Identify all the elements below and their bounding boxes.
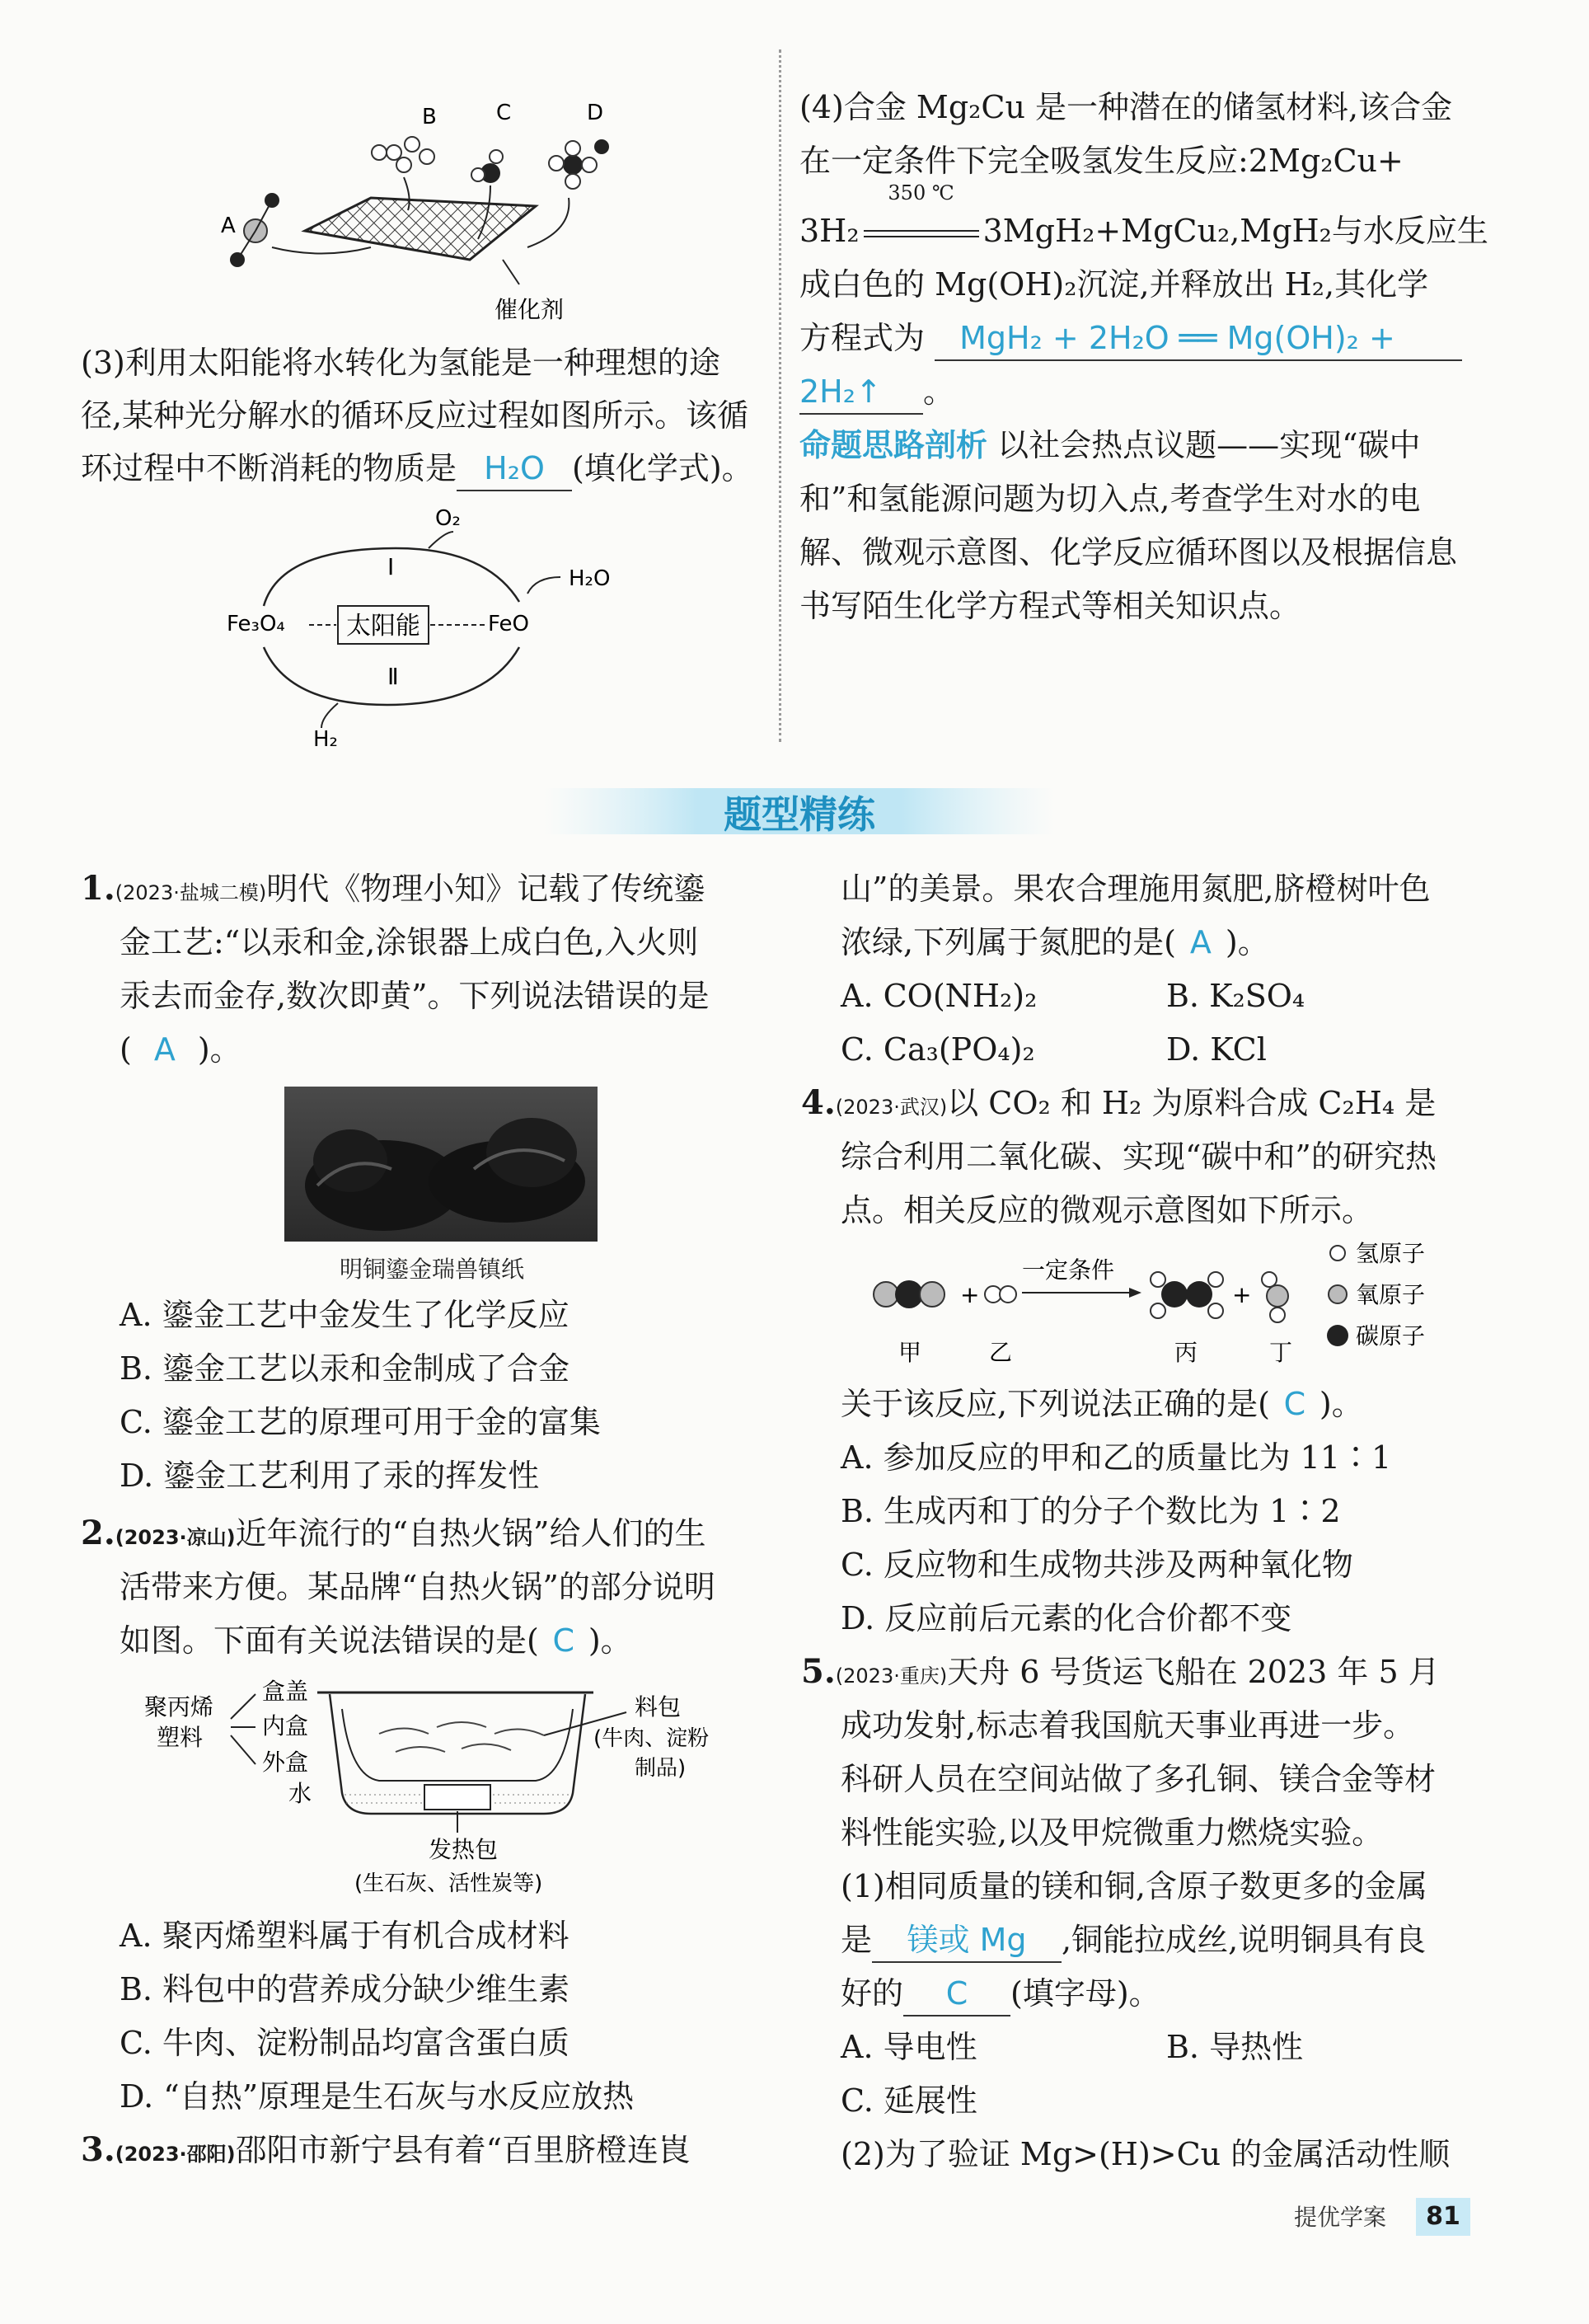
q3-line-1 xyxy=(81,2125,690,2179)
q1-text-1: 明代《物理小知》记载了传统鎏 xyxy=(266,871,705,907)
q3-line-2: 径,某种光分解水的循环反应过程如图所示。该循 xyxy=(81,397,749,434)
q5-line-2: 成功发射,标志着我国航天事业再进一步。 xyxy=(841,1707,1415,1744)
label-d: D xyxy=(587,101,604,125)
q5-good: 好的 xyxy=(841,1975,904,2012)
q1-option-c: C. 鎏金工艺的原理可用于金的富集 xyxy=(120,1404,601,1440)
q3-option-c: C. Ca₃(PO₄)₂ xyxy=(841,1031,1035,1068)
q4-option-d: D. 反应前后元素的化合价都不变 xyxy=(841,1600,1292,1636)
q3-line-3 xyxy=(841,918,1269,967)
cycle-step1: Ⅰ xyxy=(387,553,395,580)
q5-line-5: (1)相同质量的镁和铜,含原子数更多的金属 xyxy=(841,1868,1427,1904)
footer-page: 81 xyxy=(1416,2198,1470,2236)
q2-line-1 xyxy=(81,1509,705,1562)
q5-line-4: 料性能实验,以及甲烷微重力燃烧实验。 xyxy=(841,1815,1384,1851)
q4-source: (2023·武汉) xyxy=(835,1096,948,1119)
legend-c: 碳原子 xyxy=(1356,1322,1426,1350)
q1-line-3: 汞去而金存,数次即黄”。下列说法错误的是 xyxy=(120,978,710,1014)
q3-line-3 xyxy=(81,444,753,493)
q1-photo xyxy=(284,1087,598,1242)
micro-condition: 一定条件 xyxy=(1022,1256,1115,1284)
q3-option-b: B. K₂SO₄ xyxy=(1166,978,1305,1014)
q1-option-a: A. 鎏金工艺中金发生了化学反应 xyxy=(120,1297,570,1333)
q5-line-7 xyxy=(841,1969,1160,2018)
q5-source: (2023·重庆) xyxy=(835,1664,948,1688)
footer-book: 提优学案 xyxy=(1294,2204,1387,2231)
q4-period: 。 xyxy=(923,373,955,410)
banner-title: 题型精练 xyxy=(724,792,875,837)
cycle-step2: Ⅱ xyxy=(387,663,399,690)
analysis-title: 命题思路剖析 xyxy=(799,427,988,463)
q4-top-line-2: 在一定条件下完全吸氢发生反应:2Mg₂Cu+ xyxy=(799,143,1404,179)
q5-line-6 xyxy=(841,1915,1426,1965)
q5-option-a: A. 导电性 xyxy=(841,2029,977,2065)
label-b: B xyxy=(422,105,437,129)
q2-paren-close: )。 xyxy=(588,1622,632,1659)
q1-paren-open: ( xyxy=(120,1031,132,1068)
q1-number: 1. xyxy=(81,869,115,908)
equation-left: 3H₂ xyxy=(799,213,860,249)
q5-answer-2: C xyxy=(903,1972,1010,2016)
q3-line-1: (3)利用太阳能将水转化为氢能是一种理想的途 xyxy=(81,345,720,381)
micro-bing: 丙 xyxy=(1174,1339,1198,1366)
q4-text-1: 以 CO₂ 和 H₂ 为原料合成 C₂H₄ 是 xyxy=(947,1085,1437,1121)
q3-answer: H₂O xyxy=(457,447,572,491)
cycle-o2: O₂ xyxy=(435,506,461,531)
q4-line-1 xyxy=(801,1078,1436,1132)
cycle-h2o: H₂O xyxy=(569,566,611,591)
q4-number: 4. xyxy=(801,1083,836,1122)
hp-heat1: 发热包 xyxy=(429,1836,499,1863)
analysis-line-2: 和”和氢能源问题为切入点,考查学生对水的电 xyxy=(799,481,1421,517)
hp-pack1: 料包 xyxy=(635,1693,682,1721)
q2-option-a: A. 聚丙烯塑料属于有机合成材料 xyxy=(120,1918,570,1954)
q5-option-b: B. 导热性 xyxy=(1166,2029,1304,2065)
q4-top-line-5 xyxy=(799,313,1462,363)
analysis-line-3: 解、微观示意图、化学反应循环图以及根据信息 xyxy=(799,534,1458,570)
plus-1: + xyxy=(960,1281,980,1308)
hp-outer: 外盒 xyxy=(262,1749,309,1776)
q2-line-2: 活带来方便。某品牌“自热火锅”的部分说明 xyxy=(120,1569,715,1605)
q2-text-1: 近年流行的“自热火锅”给人们的生 xyxy=(235,1515,706,1552)
label-a: A xyxy=(221,214,236,238)
equation-right: 3MgH₂+MgCu₂,MgH₂与水反应生 xyxy=(982,213,1488,249)
analysis-text-1: 以社会热点议题——实现“碳中 xyxy=(997,427,1421,463)
q3-line-2: 山”的美景。果农合理施用氮肥,脐橙树叶色 xyxy=(841,871,1431,907)
hp-left1: 聚丙烯 xyxy=(144,1693,214,1721)
q2-option-d: D. “自热”原理是生石灰与水反应放热 xyxy=(120,2078,635,2115)
q2-text-3: 如图。下面有关说法错误的是( xyxy=(120,1622,539,1659)
q1-photo-caption: 明铜鎏金瑞兽镇纸 xyxy=(340,1256,525,1283)
q4-top-line-6 xyxy=(799,367,954,416)
q4-eq-answer-2: 2H₂↑ xyxy=(799,370,923,415)
legend-h: 氢原子 xyxy=(1356,1240,1426,1267)
q1-line-1 xyxy=(81,864,705,918)
q2-number: 2. xyxy=(81,1514,115,1552)
q5-is: 是 xyxy=(841,1922,873,1958)
q3-option-d: D. KCl xyxy=(1166,1031,1267,1068)
solar-cycle-diagram xyxy=(214,499,643,763)
q1-paren-close: )。 xyxy=(197,1031,241,1068)
cycle-fe3o4: Fe₃O₄ xyxy=(227,612,285,636)
q3-text-1: 邵阳市新宁县有着“百里脐橙连崀 xyxy=(235,2132,691,2168)
q4-stem-line xyxy=(841,1379,1363,1429)
q5-answer-1: 镁或 Mg xyxy=(872,1918,1062,1963)
q1-answer: A xyxy=(153,1031,176,1068)
q3-option-a: A. CO(NH₂)₂ xyxy=(841,978,1038,1014)
q1-source: (2023·盐城二模) xyxy=(115,881,267,904)
condition-text: 350 ℃ xyxy=(888,181,954,204)
micro-jia: 甲 xyxy=(898,1339,922,1366)
catalyst-label: 催化剂 xyxy=(495,296,565,323)
legend-o: 氧原子 xyxy=(1356,1281,1426,1308)
q1-option-b: B. 鎏金工艺以汞和金制成了合金 xyxy=(120,1350,570,1387)
q2-option-b: B. 料包中的营养成分缺少维生素 xyxy=(120,1971,570,2007)
q4-line-3: 点。相关反应的微观示意图如下所示。 xyxy=(841,1192,1374,1228)
q4-top-line-1: (4)合金 Mg₂Cu 是一种潜在的储氢材料,该合金 xyxy=(799,89,1453,125)
column-divider xyxy=(779,49,781,742)
q4-stem: 关于该反应,下列说法正确的是( xyxy=(841,1386,1270,1422)
hp-pack2: (牛肉、淀粉 xyxy=(593,1726,710,1751)
section-banner xyxy=(544,775,1055,846)
q1-photo-art xyxy=(284,1087,598,1242)
q2-answer: C xyxy=(552,1622,575,1659)
analysis-line-1 xyxy=(799,420,1421,470)
hp-water: 水 xyxy=(288,1780,312,1807)
q5-last-line: (2)为了验证 Mg>(H)>Cu 的金属活动性顺 xyxy=(841,2136,1451,2172)
q5-text-1: 天舟 6 号货运飞船在 2023 年 5 月 xyxy=(947,1654,1440,1690)
q4-option-c: C. 反应物和生成物共涉及两种氧化物 xyxy=(841,1547,1353,1583)
q5-number: 5. xyxy=(801,1652,836,1691)
q3-text-3: 浓绿,下列属于氮肥的是( xyxy=(841,924,1176,960)
micro-reaction-diagram xyxy=(857,1237,1500,1377)
hp-left2: 塑料 xyxy=(157,1724,204,1751)
q1-line-2: 金工艺:“以汞和金,涂银器上成白色,入火则 xyxy=(120,924,699,960)
q4-eq-stem: 方程式为 xyxy=(799,320,926,356)
q4-paren-close: )。 xyxy=(1319,1386,1363,1422)
analysis-line-4: 书写陌生化学方程式等相关知识点。 xyxy=(799,588,1301,624)
equal-bars xyxy=(864,230,979,237)
q1-option-d: D. 鎏金工艺利用了汞的挥发性 xyxy=(120,1458,540,1494)
q4-eq-answer-1: MgH₂ + 2H₂O ══ Mg(OH)₂ + xyxy=(935,317,1462,361)
q4-line-2: 综合利用二氧化碳、实现“碳中和”的研究热 xyxy=(841,1139,1437,1175)
q2-line-3 xyxy=(120,1616,632,1665)
q3-source: (2023·邵阳) xyxy=(115,2143,236,2166)
q2-source: (2023·凉山) xyxy=(115,1526,236,1549)
label-c: C xyxy=(496,101,512,125)
micro-yi: 乙 xyxy=(989,1339,1013,1366)
q3-number: 3. xyxy=(81,2130,115,2169)
q4-top-line-3 xyxy=(799,181,1488,256)
catalyst-reaction-diagram xyxy=(206,82,635,330)
q5-option-c: C. 延展性 xyxy=(841,2082,977,2119)
q3-paren-close: )。 xyxy=(1225,924,1269,960)
hp-pack3: 制品) xyxy=(635,1756,687,1781)
q3-stem: 环过程中不断消耗的物质是 xyxy=(81,450,457,486)
q5-fill: (填字母)。 xyxy=(1010,1975,1160,2012)
q2-option-c: C. 牛肉、淀粉制品均富含蛋白质 xyxy=(120,2025,570,2061)
equation-condition xyxy=(860,181,983,256)
q4-answer: C xyxy=(1283,1386,1306,1422)
cycle-feo: FeO xyxy=(488,612,529,636)
micro-ding: 丁 xyxy=(1269,1339,1293,1366)
plus-2: + xyxy=(1232,1281,1252,1308)
q3-suffix: (填化学式)。 xyxy=(572,450,753,486)
q4-option-a: A. 参加反应的甲和乙的质量比为 11∶1 xyxy=(841,1439,1392,1476)
q5-mid: ,铜能拉成丝,说明铜具有良 xyxy=(1062,1922,1427,1958)
q3-answer: A xyxy=(1189,924,1212,960)
hotpot-diagram xyxy=(132,1669,758,1904)
q5-line-3: 科研人员在空间站做了多孔铜、镁合金等材 xyxy=(841,1761,1437,1797)
q4-top-line-4: 成白色的 Mg(OH)₂沉淀,并释放出 H₂,其化学 xyxy=(799,266,1429,303)
q5-line-1 xyxy=(801,1647,1440,1701)
hp-lid: 盒盖 xyxy=(262,1678,309,1705)
q4-option-b: B. 生成丙和丁的分子个数比为 1∶2 xyxy=(841,1493,1341,1529)
cycle-h2: H₂ xyxy=(313,727,338,752)
hp-inner: 内盒 xyxy=(262,1712,309,1739)
q1-line-4 xyxy=(120,1025,241,1074)
hp-heat2: (生石灰、活性炭等) xyxy=(354,1871,543,1896)
cycle-sun: 太阳能 xyxy=(346,612,420,641)
